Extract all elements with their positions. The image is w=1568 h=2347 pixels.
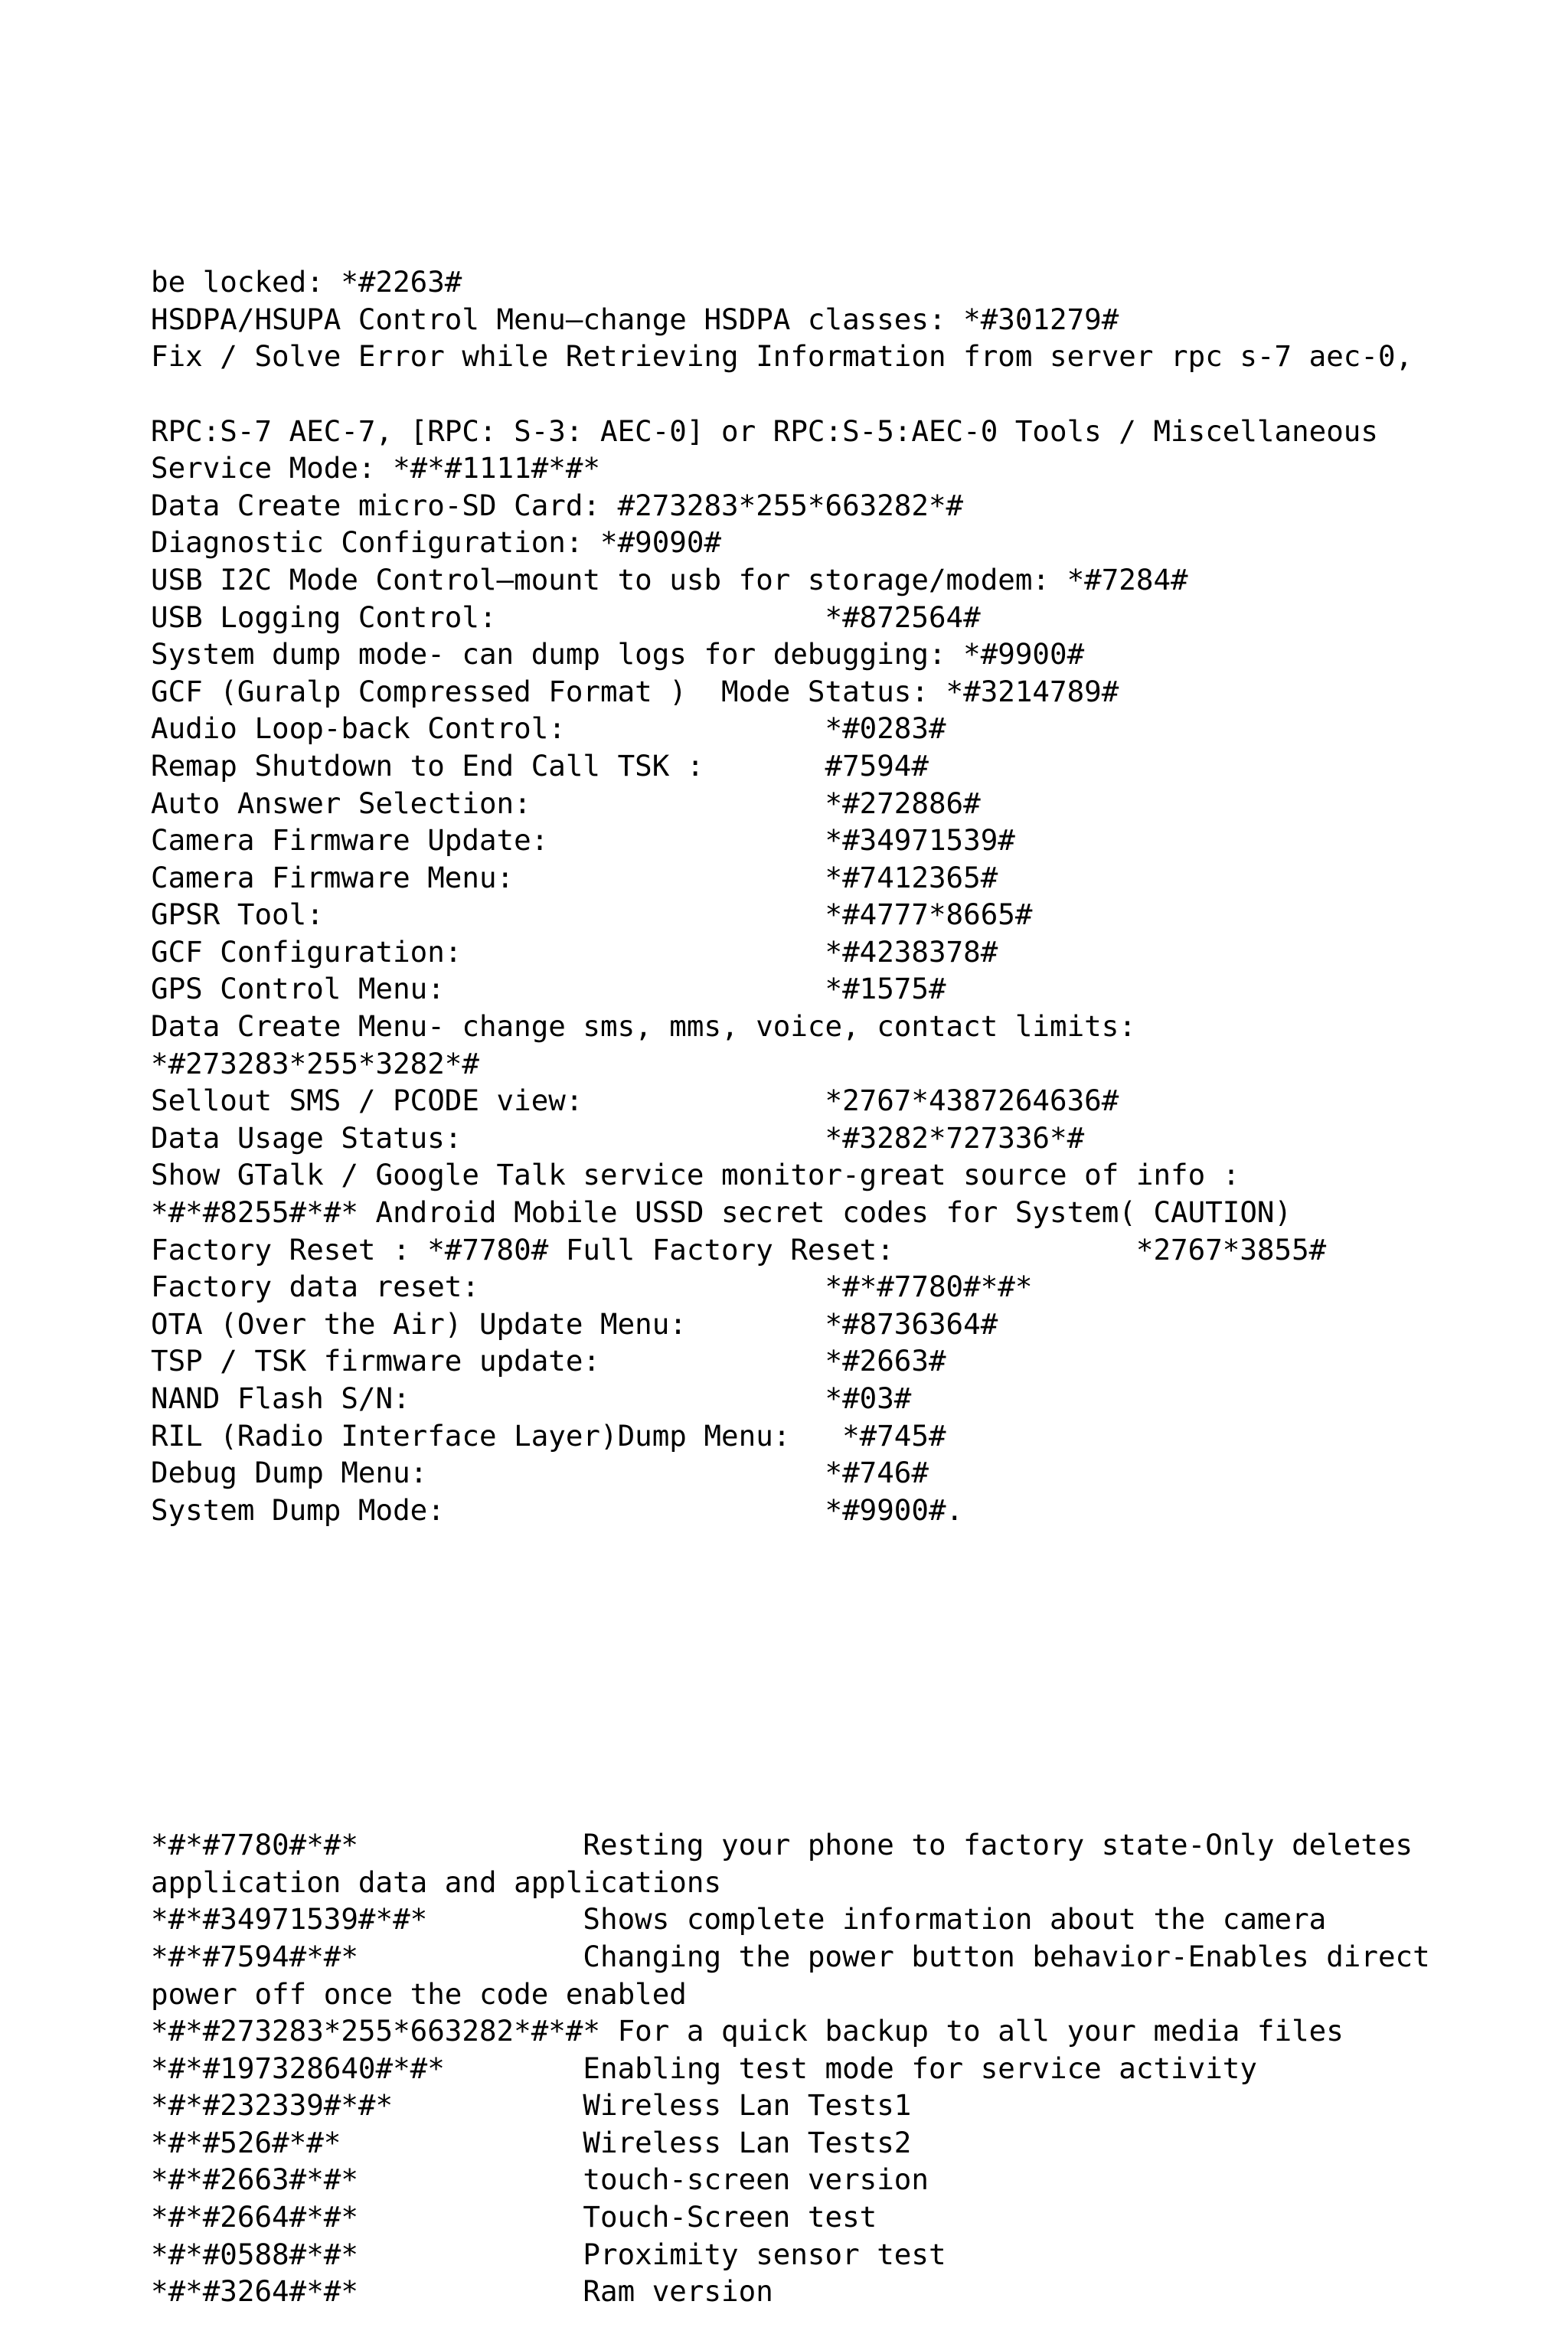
code-description-line: *#*#197328640#*#* Enabling test mode for service activity — [151, 2051, 1257, 2085]
text-line: GPS Control Menu: *#1575# — [151, 972, 946, 1006]
code-description-line: *#*#7594#*#* Changing the power button behavior-Enables direct — [151, 1939, 1430, 1973]
text-line: TSP / TSK firmware update: *#2663# — [151, 1344, 946, 1378]
text-line: Debug Dump Menu: *#746# — [151, 1456, 929, 1490]
text-line: Show GTalk / Google Talk service monitor-great source of info : — [151, 1158, 1240, 1192]
code-description-line: *#*#0588#*#* Proximity sensor test — [151, 2237, 946, 2271]
code-description-line: *#*#232339#*#* Wireless Lan Tests1 — [151, 2088, 912, 2123]
code-list-block — [151, 263, 1544, 1528]
code-description-line: *#*#2664#*#* Touch-Screen test — [151, 2200, 877, 2234]
spacer — [151, 1714, 1544, 1752]
code-description-line: *#*#526#*#* Wireless Lan Tests2 — [151, 2125, 912, 2159]
text-line: OTA (Over the Air) Update Menu: *#8736364# — [151, 1306, 998, 1341]
text-line: GCF Configuration: *#4238378# — [151, 934, 998, 969]
text-line: Fix / Solve Error while Retrieving Information from server rpc s-7 aec-0, — [151, 339, 1413, 374]
blank-line — [151, 375, 1544, 413]
code-description-line: power off once the code enabled — [151, 1976, 687, 2011]
text-line: Data Create micro-SD Card: #273283*255*663282*# — [151, 488, 964, 522]
text-line: GCF (Guralp Compressed Format ) Mode Status: *#3214789# — [151, 674, 1119, 708]
text-line: HSDPA/HSUPA Control Menu—change HSDPA classes: *#301279# — [151, 302, 1119, 336]
text-line: *#*#8255#*#* Android Mobile USSD secret codes for System( CAUTION) — [151, 1195, 1292, 1230]
text-line: GPSR Tool: *#4777*8665# — [151, 897, 1033, 932]
text-line: Factory data reset: *#*#7780#*#* — [151, 1270, 1033, 1304]
text-line: Data Usage Status: *#3282*727336*# — [151, 1120, 1085, 1155]
text-line: Camera Firmware Menu: *#7412365# — [151, 860, 998, 894]
text-line: RPC:S-7 AEC-7, [RPC: S-3: AEC-0] or RPC:S-5:AEC-0 Tools / Miscellaneous — [151, 414, 1378, 448]
document-body — [151, 189, 1544, 2347]
text-line: Remap Shutdown to End Call TSK : #7594# — [151, 748, 929, 783]
text-line: Diagnostic Configuration: *#9090# — [151, 525, 722, 560]
code-description-line: *#*#2663#*#* touch-screen version — [151, 2162, 929, 2197]
text-line: Auto Answer Selection: *#272886# — [151, 786, 981, 820]
text-line: *#273283*255*3282*# — [151, 1046, 479, 1080]
text-line: NAND Flash S/N: *#03# — [151, 1381, 912, 1415]
text-line: Camera Firmware Update: *#34971539# — [151, 823, 1015, 858]
code-description-line: *#*#34971539#*#* Shows complete information about the camera — [151, 1902, 1327, 1937]
text-line: Factory Reset : *#7780# Full Factory Reset: *2767*3855# — [151, 1232, 1327, 1267]
code-description-line: application data and applications — [151, 1865, 722, 1899]
code-description-line: *#*#7780#*#* Resting your phone to factory state-Only deletes — [151, 1828, 1413, 1862]
code-description-line: *#*#3264#*#* Ram version — [151, 2274, 773, 2309]
text-line: Data Create Menu- change sms, mms, voice, contact limits: — [151, 1009, 1136, 1044]
text-line: RIL (Radio Interface Layer)Dump Menu: *#745# — [151, 1418, 946, 1453]
text-line: Sellout SMS / PCODE view: *2767*4387264636# — [151, 1084, 1119, 1118]
text-line: USB I2C Mode Control—mount to usb for storage/modem: *#7284# — [151, 562, 1188, 597]
code-description-line: *#*#273283*255*663282*#*#* For a quick backup to all your media files — [151, 2014, 1344, 2048]
text-line: Service Mode: *#*#1111#*#* — [151, 451, 600, 485]
text-line: System dump mode- can dump logs for debugging: *#9900# — [151, 637, 1085, 672]
text-line: System Dump Mode: *#9900#. — [151, 1492, 964, 1527]
text-line: Audio Loop-back Control: *#0283# — [151, 711, 946, 746]
text-line: USB Logging Control: *#872564# — [151, 600, 981, 634]
spacer — [151, 1603, 1544, 1641]
text-line: be locked: *#2263# — [151, 265, 462, 299]
secret-code-block — [151, 1826, 1544, 2310]
